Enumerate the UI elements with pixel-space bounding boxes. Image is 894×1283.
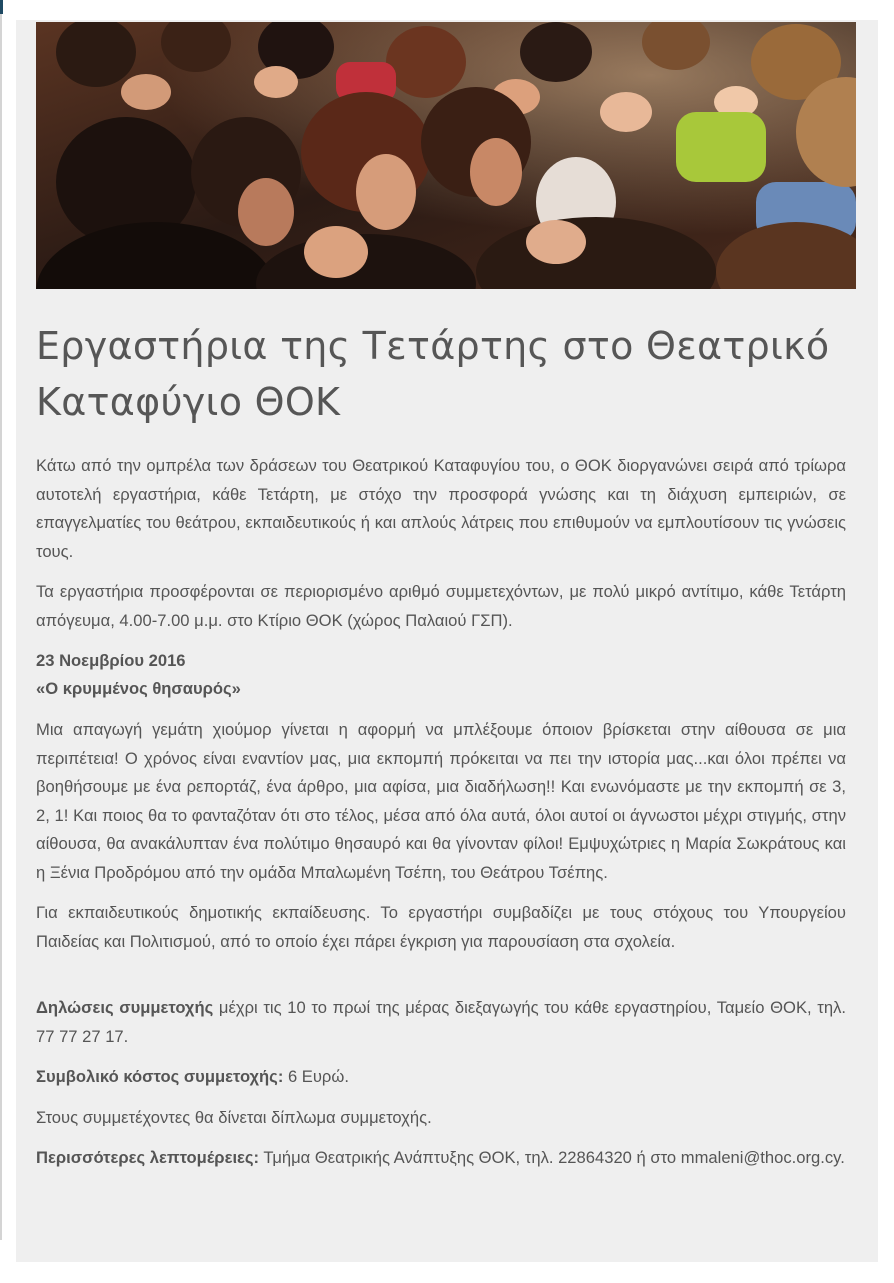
left-edge-marker <box>0 0 3 14</box>
schedule-paragraph: Τα εργαστήρια προσφέρονται σε περιορισμένο αριθμό συμμετεχόντων, με πολύ μικρό αντίτιμο, κάθε Τετάρτη απόγευμα, 4.00-7.00 μ.μ. στο Κτίριο ΘΟΚ (χώρος Παλαιού ΓΣΠ). <box>36 582 846 630</box>
details-text: Τμήμα Θεατρικής Ανάπτυξης ΘΟΚ, τηλ. 22864320 ή στο mmaleni@thoc.org.cy. <box>259 1148 845 1167</box>
intro-paragraph: Κάτω από την ομπρέλα των δράσεων του Θεατρικού Καταφυγίου του, ο ΘΟΚ διοργανώνει σειρά από τρίωρα αυτοτελή εργαστήρια, κάθε Τετάρτη, με στόχο την προσφορά γνώσης και τη διάχυση εμπειριών, σε επαγγελματίες του θεάτρου, εκπαιδευτικούς ή και απλούς λάτρεις που επιθυμούν να εμπλουτίσουν τις γνώσεις τους. <box>36 456 846 561</box>
certificate-info: Στους συμμετέχοντες θα δίνεται δίπλωμα συμμετοχής. <box>36 1107 432 1127</box>
cost-text: 6 Ευρώ. <box>283 1067 349 1086</box>
registration-text: μέχρι τις 10 το πρωί της μέρας διεξαγωγής του κάθε εργαστηρίου, Ταμείο ΘΟΚ, τηλ. 77 77 27 17. <box>36 998 846 1046</box>
hero-image <box>36 22 856 289</box>
audience-photo <box>36 22 856 289</box>
spacer <box>36 968 846 994</box>
left-edge-divider <box>0 0 2 1240</box>
page-title: Εργαστήρια της Τετάρτης στο Θεατρικό Καταφύγιο ΘΟΚ <box>36 324 830 424</box>
workshop-description: Μια απαγωγή γεμάτη χιούμορ γίνεται η αφορμή να μπλέξουμε όποιον βρίσκεται στην αίθουσα σε μια περιπέτεια! Ο χρόνος είναι εναντίον μας, μια εκπομπή πρόκειται να πει την ιστορία μας...και όλοι πρέπει να βοηθήσουμε με ένα ρεπορτάζ, ένα άρθρο, μια αφίσα, μια διαδήλωση!! Και ενωνόμαστε με την εκπομπή σε 3, 2, 1! Και ποιος θα το φανταζόταν ότι στο τέλος, μέσα από όλα αυτά, όλοι αυτοί οι άγνωστοι μέχρι στιγμής, στην αίθουσα, θα ανακάλυπταν ένα πολύτιμο θησαυρό και θα γίνονταν φίλοι! Εμψυχώτριες η Μαρία Σωκράτους και η Ξένια Προδρόμου από την ομάδα Μπαλωμένη Τσέπη, του Θεάτρου Τσέπης. <box>36 720 846 882</box>
workshop-audience: Για εκπαιδευτικούς δημοτικής εκπαίδευσης. Το εργαστήρι συμβαδίζει με τους στόχους του Υπουργείου Παιδείας και Πολιτισμού, από το οποίο έχει πάρει έγκριση για παρουσίαση στα σχολεία. <box>36 903 846 951</box>
article-content <box>36 318 846 1185</box>
workshop-date: 23 Νοεμβρίου 2016 <box>36 651 186 670</box>
workshop-name: «Ο κρυμμένος θησαυρός» <box>36 679 241 698</box>
registration-label: Δηλώσεις συμμετοχής <box>36 998 214 1017</box>
details-label: Περισσότερες λεπτομέρειες: <box>36 1148 260 1167</box>
article-panel <box>16 20 878 1262</box>
workshop-heading <box>36 647 846 703</box>
details-info <box>36 1144 846 1173</box>
cost-info <box>36 1063 846 1092</box>
registration-info <box>36 994 846 1051</box>
cost-label: Συμβολικό κόστος συμμετοχής: <box>36 1067 284 1086</box>
